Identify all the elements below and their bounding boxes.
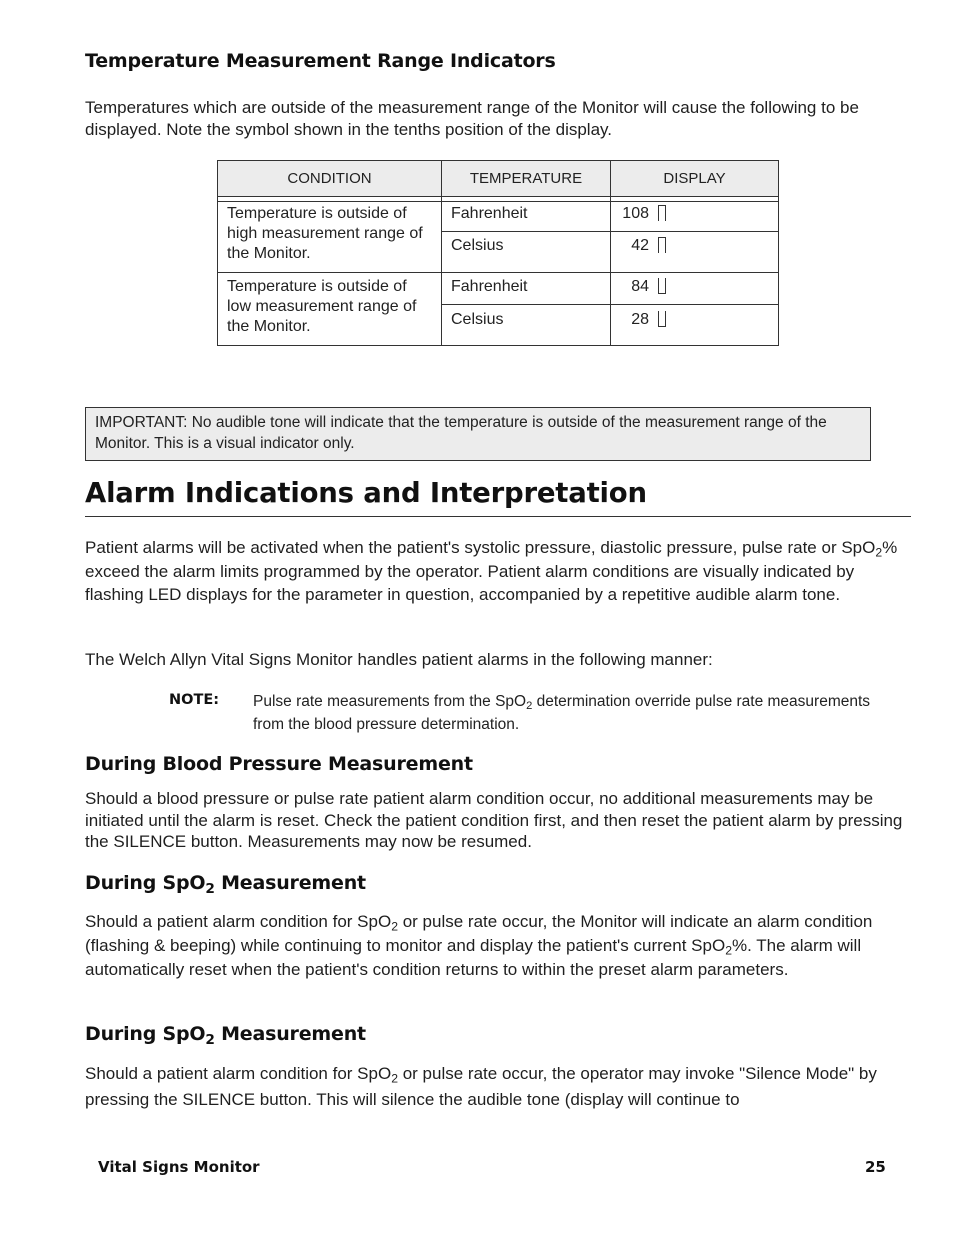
condition-high-range: Temperature is outside of high measurement range of the Monitor.: [227, 205, 423, 262]
display-value: 42: [631, 237, 649, 254]
heading-rule: [85, 516, 911, 517]
scale-fahrenheit: Fahrenheit: [451, 205, 528, 222]
important-callout: IMPORTANT: No audible tone will indicate that the temperature is outside of the measurement range of the Monitor. This is a visual indicator only.: [85, 407, 871, 461]
note-text: Pulse rate measurements from the SpO$_2$ determination override pulse rate measurements from the blood pressure determination.: [253, 693, 871, 733]
section-heading-temperature-range: Temperature Measurement Range Indicators: [85, 50, 556, 72]
scale-celsius: Celsius: [451, 311, 504, 328]
display-value: 84: [631, 278, 649, 295]
scale-fahrenheit: Fahrenheit: [451, 278, 528, 295]
section-heading-blood-pressure: During Blood Pressure Measurement: [85, 753, 473, 775]
footer-title: Vital Signs Monitor: [98, 1158, 260, 1176]
scale-celsius: Celsius: [451, 237, 504, 254]
spo2-silence-paragraph: Should a patient alarm condition for SpO$_2$ or pulse rate occur, the operator may invoke "Silence Mode" by pressing the SILENCE button. This will silence the audible tone (display will continue to: [85, 1064, 877, 1109]
alarm-intro-paragraph: Patient alarms will be activated when the patient's systolic pressure, diastolic pressure, pulse rate or SpO$_2$% exceed the alarm limits programmed by the operator. Patient alarm conditions are visually indicated by flashing LED displays for the parameter in question, accompanied by a repetitive audible alarm tone.: [85, 538, 898, 604]
section-heading-spo2-silence: During SpO$_2$ Measurement: [85, 1023, 366, 1048]
page-number: 25: [865, 1158, 886, 1176]
high-range-symbol: [658, 205, 666, 221]
column-header-temperature: TEMPERATURE: [469, 170, 583, 187]
temperature-range-intro: Temperatures which are outside of the measurement range of the Monitor will cause the following to be displayed. Note the symbol shown in the tenths position of the display.: [85, 98, 859, 139]
high-range-symbol: [658, 237, 666, 253]
column-header-condition: CONDITION: [287, 170, 372, 187]
display-value: 28: [631, 311, 649, 328]
column-header-display: DISPLAY: [663, 170, 726, 187]
temperature-range-table: [217, 160, 779, 346]
spo2-paragraph: Should a patient alarm condition for SpO$_2$ or pulse rate occur, the Monitor will indicate an alarm condition (flashing & beeping) while continuing to monitor and display the patient's current SpO$_2$%. The alarm will automatically reset when the patient's condition returns to within the preset alarm parameters.: [85, 912, 873, 979]
display-value: 108: [622, 205, 649, 222]
condition-low-range: Temperature is outside of low measurement range of the Monitor.: [227, 278, 417, 335]
alarm-handling-paragraph: The Welch Allyn Vital Signs Monitor handles patient alarms in the following manner:: [85, 650, 713, 669]
note-label: NOTE:: [169, 692, 220, 708]
low-range-symbol: [658, 311, 666, 327]
blood-pressure-paragraph: Should a blood pressure or pulse rate patient alarm condition occur, no additional measurements may be initiated until the alarm is reset. Check the patient condition first, and then reset the patient alarm by pressing the SILENCE button. Measurements may now be resumed.: [85, 789, 903, 851]
low-range-symbol: [658, 278, 666, 294]
section-heading-alarm-indications: Alarm Indications and Interpretation: [85, 477, 647, 509]
section-heading-spo2: During SpO$_2$ Measurement: [85, 872, 366, 897]
